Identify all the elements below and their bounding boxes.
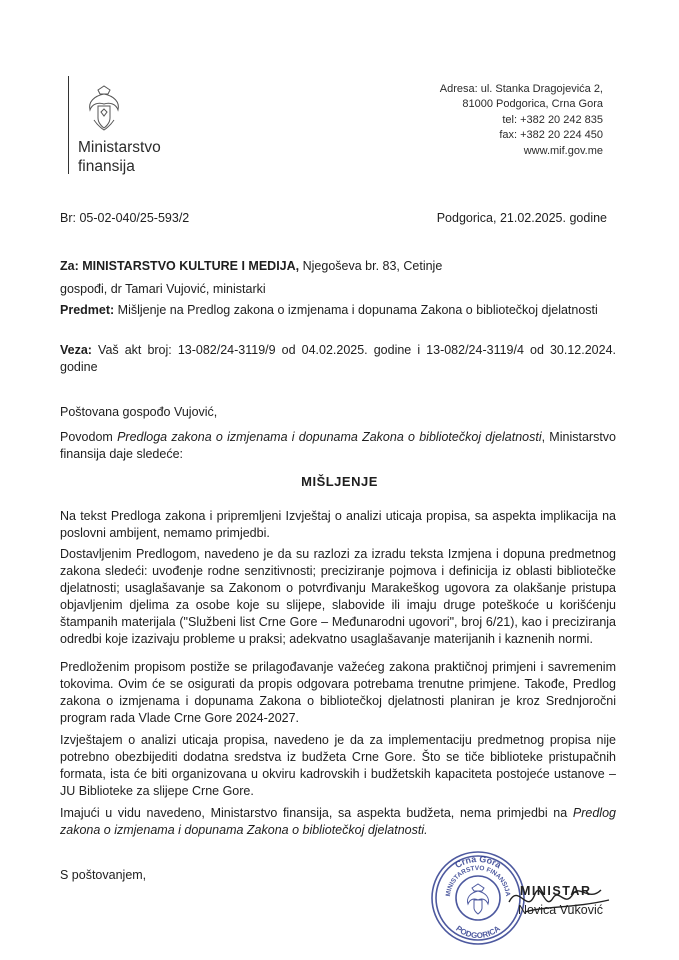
paragraph-5-text: Imajući u vidu navedeno, Ministarstvo finansija, sa aspekta budžeta, nema primjedbi na <box>60 806 573 820</box>
ministry-name-line: Ministarstvo <box>78 139 161 156</box>
stamp-top-text: Crna Gora <box>453 853 503 871</box>
recipient-org: MINISTARSTVO KULTURE I MEDIJA, <box>82 259 300 273</box>
handwritten-signature <box>505 872 615 932</box>
document-date: Podgorica, 21.02.2025. godine <box>436 211 607 225</box>
stamp-bottom-text: PODGORICA <box>454 923 502 941</box>
salutation: Poštovana gospođo Vujović, <box>60 405 218 419</box>
website-line: www.mif.gov.me <box>523 144 603 157</box>
reference <box>60 342 616 376</box>
reference-label: Veza: <box>60 343 92 357</box>
paragraph-1: Na tekst Predloga zakona i pripremljeni Izvještaj o analizi uticaja propisa, sa aspekta implikacija na poslovni ambijent, nemamo primjedbi. <box>60 509 616 540</box>
subject-label: Predmet: <box>60 303 115 317</box>
phone-line: tel: +382 20 242 835 <box>502 113 603 126</box>
intro-post: , Ministarstvo finansija daje sledeće: <box>60 430 616 461</box>
opinion-heading: MIŠLJENJE <box>301 474 378 489</box>
reference-text: Vaš akt broj: 13-082/24-3119/9 od 04.02.2025. godine i 13-082/24-3119/4 od 30.12.2024. godine <box>60 343 616 374</box>
subject-text: Mišljenje na Predlog zakona o izmjenama i dopunama Zakona o bibliotečkoj djelatnosti <box>114 303 598 317</box>
signatory-title: MINISTAR <box>520 884 592 898</box>
address-line: Adresa: ul. Stanka Dragojevića 2, <box>439 83 603 95</box>
ministry-name <box>78 138 161 176</box>
stamp-ring-text: MINISTARSTVO FINANSIJA <box>444 864 512 897</box>
fax-line: fax: +382 20 224 450 <box>499 129 603 142</box>
stamp-crest-icon <box>467 884 488 914</box>
recipient-label: Za: <box>60 259 79 273</box>
subject <box>60 302 616 319</box>
letterhead-divider <box>68 76 69 174</box>
paragraph-5-law-title: Predlog zakona o izmjenama i dopunama Zakona o bibliotečkoj djelatnosti. <box>60 806 616 837</box>
signatory-name: Novica Vuković <box>518 903 603 917</box>
intro-paragraph <box>60 429 616 463</box>
paragraph-5 <box>60 805 616 839</box>
recipient-line <box>60 258 616 275</box>
paragraph-3: Predloženim propisom postiže se prilagođavanje važećeg zakona praktičnoj primjeni i savremenim tokovima. Ovim će se osigurati da propis odgovara potrebama trenutne primjene. Takođe, Predlog zakona o izmjenama i dopunama Zakona o bibliotečkoj djelatnosti planiran je kroz Srednjoročni program rada Vlade Crne Gore 2024-2027. <box>60 660 616 725</box>
reference-number: Br: 05-02-040/25-593/2 <box>60 211 190 225</box>
coat-of-arms-icon <box>84 84 124 134</box>
signoff: S poštovanjem, <box>60 868 147 882</box>
intro-law-title: Predloga zakona o izmjenama i dopunama Zakona o bibliotečkoj djelatnosti <box>117 430 542 444</box>
intro-pre: Povodom <box>60 430 118 444</box>
paragraph-2: Dostavljenim Predlogom, navedeno je da su razlozi za izradu teksta Izmjena i dopuna predmetnog zakona sledeći: uvođenje rodne senzitivnosti; preciziranje pojmova i definicija iz oblasti bibliotečke djelatnosti; usaglašavanje sa Zakonom o potvrđivanju Marakeškog ugovora za olakšanje pristupa objavljenim djelima za osobe koje su slijepe, slabovide ili imaju druge poteškoće u korišćenju štampanih materijala ("Službeni list Crne Gore – Međunarodni ugovori", broj 6/21), kao i preciziranja odredbi koje izazivaju probleme u praksi; adekvatno usaglašavanje materijanih i kaznenih normi. <box>60 547 616 646</box>
ministry-name-line: finansija <box>78 158 135 175</box>
ministry-address <box>440 82 603 159</box>
paragraph-4: Izvještajem o analizi uticaja propisa, navedeno je da za implementaciju predmetnog propisa nije potrebno obezbijediti dodatna sredstva iz budžeta Crne Gore. Što se tiče biblioteke pristupačnih formata, ista će biti organizovana u okviru kadrovskih i budžetskih kapaciteta postojeće ustanove – JU Biblioteke za slijepe Crne Gore. <box>60 733 616 798</box>
recipient-address: Njegoševa br. 83, Cetinje <box>299 259 443 273</box>
recipient-attention: gospođi, dr Tamari Vujović, ministarki <box>60 282 266 296</box>
address-line: 81000 Podgorica, Crna Gora <box>462 98 603 111</box>
